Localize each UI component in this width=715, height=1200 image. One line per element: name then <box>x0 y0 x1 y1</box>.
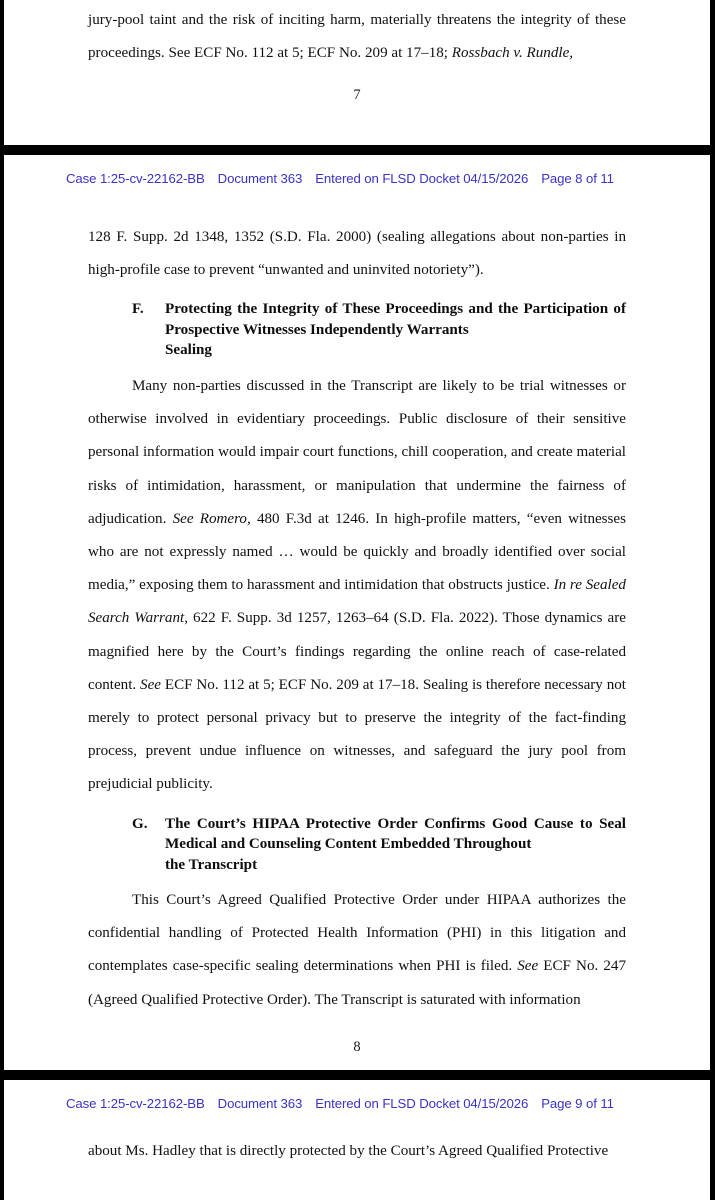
text-run: ECF No. 112 at 5; ECF No. 209 at 17–18. Sealing is therefore necessary not merely to protect personal privacy but to preserve the integrity of the fact-finding process, prevent undue influence on witnesses, and safeguard the jury pool from prejudicial publicity. <box>88 676 626 793</box>
citation-italic: In re Sealed Search Warrant <box>88 577 626 627</box>
document-page-8 <box>4 155 710 1070</box>
section-title-f-main: Protecting the Integrity of These Proceedings and the Participation of Prospective Witnesses Independently Warrants <box>165 301 626 338</box>
paragraph-section-f <box>88 370 626 802</box>
citation-italic: See <box>517 958 539 975</box>
section-letter-f: F. <box>132 301 144 318</box>
ecf-page-label: Page 8 of 11 <box>541 171 614 186</box>
text-run: jury-pool taint and the risk of inciting harm, materially threatens the integrity of these proceedings. See ECF No. 112 at 5; ECF No. 209 at 17–18; <box>88 12 626 62</box>
ecf-header-stamp-page-9 <box>4 1080 710 1111</box>
document-page-7-fragment <box>4 0 710 145</box>
section-title-g-lastline: the Transcript <box>165 856 258 873</box>
section-letter-g: G. <box>132 815 148 832</box>
ecf-document-number: Document 363 <box>217 171 303 186</box>
section-title-g <box>165 814 626 876</box>
text-run: about Ms. Hadley that is directly protected by the Court’s Agreed Qualified Protective <box>88 1143 609 1159</box>
ecf-docket-entry: Entered on FLSD Docket 04/15/2026 <box>315 171 529 186</box>
section-title-f <box>165 299 626 361</box>
document-page-9-fragment <box>4 1080 710 1200</box>
page-7-body <box>4 0 710 70</box>
page-8-body <box>4 186 710 1017</box>
paragraph-section-g <box>88 884 626 1017</box>
page-number-7: 7 <box>353 87 361 104</box>
ecf-header-stamp-page-8 <box>4 155 710 186</box>
text-run: This Court’s Agreed Qualified Protective Order under HIPAA authorizes the confidential handling of Protected Health Information (PHI) in this litigation and contemplates case-specific sealing determinations when PHI is filed. <box>88 892 626 975</box>
section-heading-g <box>88 814 626 876</box>
ecf-docket-entry: Entered on FLSD Docket 04/15/2026 <box>315 1096 529 1111</box>
section-title-f-lastline: Sealing <box>165 342 212 359</box>
text-run: ECF No. 247 (Agreed Qualified Protective Order). The Transcript is saturated with information <box>88 958 626 1008</box>
text-run: 480 F.3d at 1246. In high-profile matters, “even witnesses who are not expressly named … would be quickly and broadly identified over social media,” exposing them to harassment and intimidation that obstructs justice. <box>88 510 627 594</box>
paragraph-citation-continuation <box>88 221 626 287</box>
ecf-case-number: Case 1:25-cv-22162-BB <box>66 171 205 186</box>
text-run: Many non-parties discussed in the Transcript are likely to be trial witnesses or otherwise involved in evidentiary proceedings. Public disclosure of their sensitive personal information would impair court functions, chill cooperation, and create material risks of intimidation, harassment, or manipulation that undermine the fairness of adjudication. <box>88 377 626 527</box>
ecf-case-number: Case 1:25-cv-22162-BB <box>66 1096 205 1111</box>
paragraph-continuation <box>88 1135 626 1168</box>
paragraph-continuation <box>88 4 626 70</box>
page-9-body <box>4 1111 710 1168</box>
ecf-page-label: Page 9 of 11 <box>541 1096 614 1111</box>
section-heading-f <box>88 299 626 361</box>
citation-italic: See <box>140 676 161 693</box>
ecf-document-number: Document 363 <box>217 1096 303 1111</box>
text-run: , 622 F. Supp. 3d 1257, 1263–64 (S.D. Fla. 2022). Those dynamics are magnified here by the Court’s findings regarding the online reach of case-related content. <box>88 610 626 693</box>
citation-italic: See Romero, <box>172 510 251 527</box>
citation-italic: Rossbach v. Rundle, <box>451 45 574 62</box>
page-number-8: 8 <box>353 1038 361 1055</box>
text-run: 128 F. Supp. 2d 1348, 1352 (S.D. Fla. 2000) (sealing allegations about non-parties in high-profile case to prevent “unwanted and uninvited notoriety”). <box>88 229 626 279</box>
section-title-g-main: The Court’s HIPAA Protective Order Confirms Good Cause to Seal Medical and Counseling Content Embedded Throughout <box>165 815 626 853</box>
